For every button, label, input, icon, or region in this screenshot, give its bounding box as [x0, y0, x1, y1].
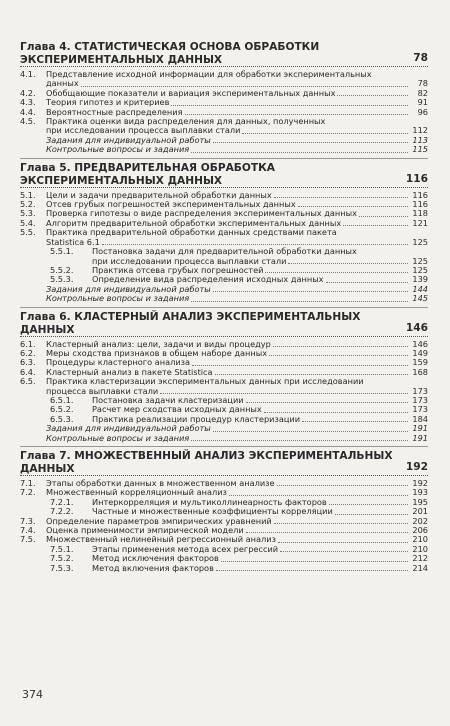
entry-text: Statistica 6.1: [46, 236, 100, 247]
entry-number: 5.5.: [20, 227, 36, 238]
entry-page: 214: [412, 562, 428, 573]
leader-dots: [215, 374, 408, 375]
entry-page: 78: [417, 78, 428, 89]
leader-dots: [246, 402, 408, 403]
chapter-page: 146: [405, 321, 428, 334]
entry-number: 7.2.: [20, 487, 36, 498]
leader-dots: [298, 206, 408, 207]
leader-dots: [337, 95, 408, 96]
entry-text: Практика отсева грубых погрешностей: [92, 264, 264, 275]
entry-number: 7.1.: [20, 478, 36, 488]
leader-dots: [229, 495, 408, 496]
entry-page: 195: [412, 496, 428, 507]
entry-text: Интеркорреляция и мультиколлинеарность факторов: [92, 496, 327, 507]
entry-number: 5.2.: [20, 199, 36, 210]
entry-text: при исследовании процесса выплавки стали: [92, 255, 287, 266]
entry-page: 173: [412, 394, 428, 405]
entry-number: 6.5.1.: [50, 394, 74, 405]
entry-text: Контрольные вопросы и задания: [46, 432, 190, 443]
entry-page: 149: [412, 347, 428, 358]
entry-text: Метод исключения факторов: [92, 553, 219, 564]
entry-text: Теория гипотез и критериев: [46, 97, 170, 108]
leader-dots: [278, 542, 408, 543]
toc-section-entry: [20, 377, 428, 396]
entry-number: 5.4.: [20, 217, 36, 228]
entry-text: Постановка задачи кластеризации: [92, 394, 244, 405]
leader-dots: [288, 263, 408, 264]
entry-page: 191: [412, 423, 428, 434]
entry-page: 173: [412, 404, 428, 415]
entry-text: при исследовании процесса выплавки стали: [46, 125, 241, 136]
leader-dots: [242, 133, 408, 134]
entry-text: Контрольные вопросы и задания: [46, 144, 190, 155]
entry-text: Практика кластеризации экспериментальных данных при исследовании: [46, 376, 364, 387]
entry-page: 125: [412, 255, 428, 266]
entry-number: 4.4.: [20, 106, 36, 117]
entry-number: 5.5.2.: [50, 264, 74, 275]
leader-dots: [329, 504, 408, 505]
entry-text: процесса выплавки стали: [46, 385, 159, 396]
entry-number: [20, 294, 46, 303]
entry-number: 7.2.1.: [50, 496, 74, 507]
chapter-page: 192: [405, 461, 428, 473]
entry-page: 201: [412, 506, 428, 517]
chapter-page: 78: [413, 52, 428, 64]
entry-number: [20, 136, 46, 145]
entry-page: 202: [412, 515, 428, 526]
entry-text: Контрольные вопросы и задания: [46, 293, 190, 304]
leader-dots: [274, 197, 408, 198]
entry-number: 7.5.2.: [50, 553, 74, 564]
entry-page: 210: [412, 543, 428, 554]
entry-page: 168: [412, 366, 428, 377]
entry-number: 6.3.: [20, 357, 36, 368]
entry-page: 206: [412, 525, 428, 536]
leader-dots: [246, 532, 408, 533]
entry-text: Алгоритм предварительной обработки экспериментальных данных: [46, 217, 342, 228]
entry-number: 4.1.: [20, 69, 36, 79]
chapter-heading: [20, 38, 428, 67]
entry-number: 6.5.2.: [50, 404, 74, 415]
leader-dots: [191, 152, 408, 153]
chapter-heading: [20, 158, 428, 188]
entry-text: Задания для индивидуальной работы: [46, 134, 211, 145]
entry-text: Проверка гипотезы о виде распределения экспериментальных данных: [46, 208, 357, 219]
leader-dots: [191, 301, 408, 302]
entry-number: 5.3.: [20, 208, 36, 219]
toc-extra-entry: [20, 145, 428, 154]
entry-page: 115: [412, 144, 428, 155]
leader-dots: [326, 282, 408, 283]
entry-text: Этапы применения метода всех регрессий: [92, 543, 279, 554]
entry-page: 173: [412, 385, 428, 396]
entry-number: 5.1.: [20, 189, 36, 200]
entry-number: 7.3.: [20, 515, 36, 526]
entry-number: [20, 285, 46, 294]
leader-dots: [192, 365, 408, 366]
entry-number: 7.2.2.: [50, 506, 74, 517]
toc-subsection-entry: [20, 247, 428, 266]
leader-dots: [221, 561, 408, 562]
entry-number: 6.5.: [20, 376, 36, 387]
leader-dots: [216, 570, 408, 571]
page-number: 374: [22, 688, 43, 701]
leader-dots: [335, 514, 408, 515]
entry-page: 193: [412, 487, 428, 498]
entry-text: Кластерный анализ в пакете Statistica: [46, 366, 213, 377]
entry-number: 6.4.: [20, 366, 36, 377]
entry-text: Оценка применимости эмпирической модели: [46, 525, 244, 536]
entry-number: 6.5.3.: [50, 413, 74, 424]
entry-page: 112: [412, 125, 428, 136]
entry-page: 121: [412, 217, 428, 228]
entry-page: 96: [417, 106, 428, 117]
leader-dots: [171, 105, 408, 106]
entry-text: Отсев грубых погрешностей экспериментальных данных: [46, 199, 296, 210]
entry-page: 125: [412, 236, 428, 247]
entry-text: Практика предварительной обработки данных средствами пакета: [46, 227, 337, 238]
entry-text: Процедуры кластерного анализа: [46, 357, 191, 368]
entry-number: [20, 434, 46, 443]
entry-page: 125: [412, 264, 428, 275]
leader-dots: [102, 244, 408, 245]
entry-page: 82: [417, 87, 428, 98]
entry-text: Меры сходства признаков в общем наборе данных: [46, 347, 268, 358]
leader-dots: [280, 551, 408, 552]
entry-number: 4.3.: [20, 97, 36, 108]
entry-page: 210: [412, 534, 428, 545]
toc-subsection-entry: [20, 564, 428, 573]
leader-dots: [213, 431, 408, 432]
entry-text: Метод включения факторов: [92, 562, 214, 573]
entry-text: Цели и задачи предварительной обработки данных: [46, 189, 272, 200]
leader-dots: [273, 346, 408, 347]
leader-dots: [264, 412, 408, 413]
entry-number: 6.2.: [20, 347, 36, 358]
entry-page: 139: [412, 274, 428, 285]
entry-text: Расчет мер сходства исходных данных: [92, 404, 262, 415]
chapter-heading: [20, 307, 428, 337]
leader-dots: [269, 355, 408, 356]
entry-number: [20, 145, 46, 154]
chapter-title: Глава 6. КЛАСТЕРНЫЙ АНАЛИЗ ЭКСПЕРИМЕНТАЛЬНЫХ ДАННЫХ: [20, 310, 361, 336]
leader-dots: [359, 216, 408, 217]
entry-page: 144: [412, 283, 428, 294]
entry-page: 146: [412, 338, 428, 349]
entry-text: Частные и множественные коэффициенты корреляции: [92, 506, 333, 517]
entry-text: Кластерный анализ: цели, задачи и виды процедур: [46, 338, 271, 349]
entry-number: 7.5.3.: [50, 562, 74, 573]
entry-page: 191: [412, 432, 428, 443]
entry-number: 6.1.: [20, 338, 36, 349]
chapter-title: Глава 5. ПРЕДВАРИТЕЛЬНАЯ ОБРАБОТКА ЭКСПЕРИМЕНТАЛЬНЫХ ДАННЫХ: [20, 161, 275, 187]
entry-text: Обобщающие показатели и вариация экспериментальных данных: [46, 87, 336, 98]
entry-number: [20, 424, 46, 433]
leader-dots: [302, 421, 408, 422]
entry-page: 113: [412, 134, 428, 145]
table-of-contents: [20, 38, 428, 573]
entry-text: Задания для индивидуальной работы: [46, 283, 211, 294]
entry-text: Практика оценки вида распределения для данных, полученных: [46, 116, 326, 127]
entry-number: 4.5.: [20, 116, 36, 127]
entry-text: Постановка задачи для предварительной обработки данных: [92, 246, 357, 257]
chapter-title: Глава 7. МНОЖЕСТВЕННЫЙ АНАЛИЗ ЭКСПЕРИМЕНТАЛЬНЫХ ДАННЫХ: [20, 450, 393, 475]
entry-text: Вероятностные распределения: [46, 106, 183, 117]
toc-extra-entry: [20, 294, 428, 303]
leader-dots: [160, 393, 408, 394]
entry-text: Представление исходной информации для обработки экспериментальных: [46, 69, 372, 79]
entry-text: Практика реализации процедур кластеризации: [92, 413, 301, 424]
entry-page: 145: [412, 293, 428, 304]
toc-section-entry: [20, 70, 428, 89]
toc-section-entry: [20, 117, 428, 136]
leader-dots: [185, 114, 408, 115]
leader-dots: [213, 142, 408, 143]
entry-page: 159: [412, 357, 428, 368]
leader-dots: [213, 291, 408, 292]
entry-text: Задания для индивидуальной работы: [46, 423, 211, 434]
entry-text: Множественный корреляционный анализ: [46, 487, 227, 498]
entry-number: 5.5.3.: [50, 274, 74, 285]
entry-text: данных: [46, 78, 79, 89]
entry-text: Этапы обработки данных в множественном анализе: [46, 478, 275, 488]
chapter-heading: [20, 446, 428, 476]
leader-dots: [274, 523, 408, 524]
leader-dots: [81, 86, 408, 87]
entry-number: 7.4.: [20, 525, 36, 536]
leader-dots: [191, 440, 408, 441]
chapter-title: Глава 4. СТАТИСТИЧЕСКАЯ ОСНОВА ОБРАБОТКИ ЭКСПЕРИМЕНТАЛЬНЫХ ДАННЫХ: [20, 41, 320, 66]
entry-text: Определение параметров эмпирических уравнений: [46, 515, 272, 526]
leader-dots: [265, 272, 408, 273]
entry-page: 118: [412, 208, 428, 219]
entry-page: 116: [412, 199, 428, 210]
entry-page: 212: [412, 553, 428, 564]
leader-dots: [277, 485, 408, 486]
toc-subsection-entry: [20, 545, 428, 554]
entry-page: 184: [412, 413, 428, 424]
entry-number: 7.5.: [20, 534, 36, 545]
entry-text: Множественный нелинейный регрессионный анализ: [46, 534, 276, 545]
leader-dots: [343, 225, 408, 226]
entry-text: Определение вида распределения исходных данных: [92, 274, 324, 285]
entry-number: 7.5.1.: [50, 543, 74, 554]
chapter-page: 116: [405, 172, 428, 185]
entry-page: 192: [412, 478, 428, 488]
entry-number: 4.2.: [20, 87, 36, 98]
toc-extra-entry: [20, 434, 428, 443]
entry-number: 5.5.1.: [50, 246, 74, 257]
toc-section-entry: [20, 228, 428, 247]
entry-page: 116: [412, 189, 428, 200]
entry-page: 91: [417, 97, 428, 108]
toc-subsection-entry: [20, 554, 428, 563]
